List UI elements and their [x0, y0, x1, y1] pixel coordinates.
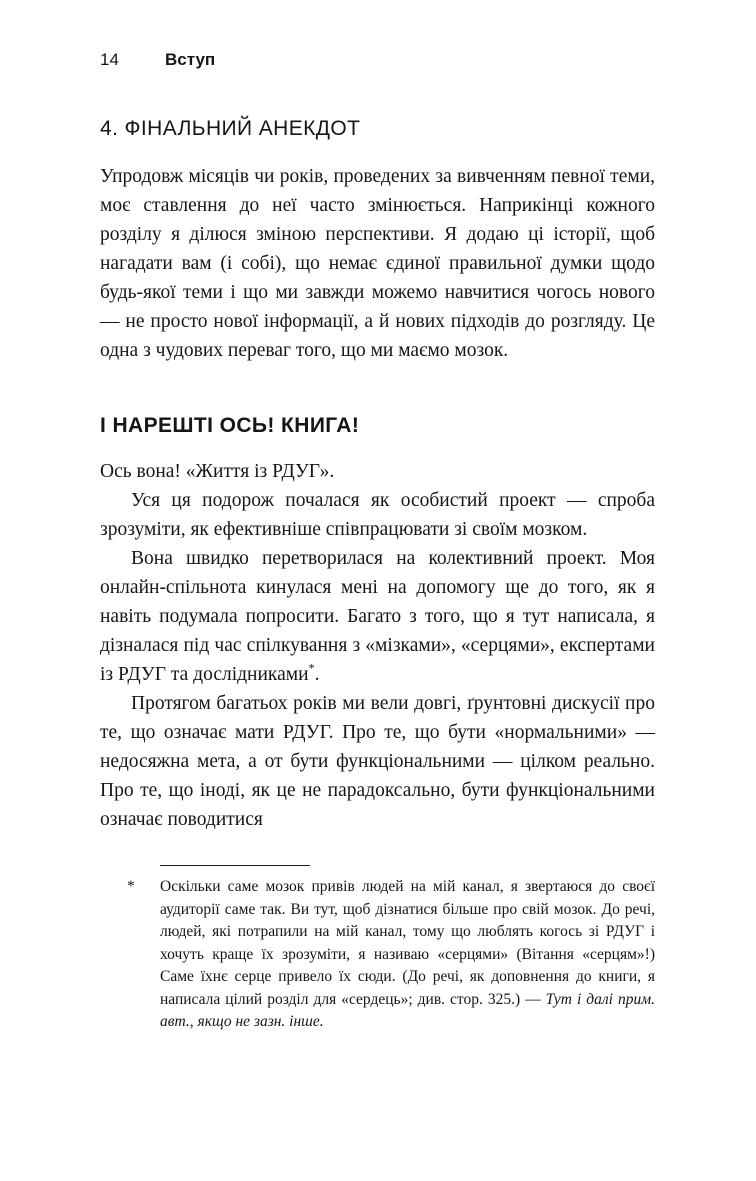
running-header — [100, 50, 655, 70]
paragraph-book-intro: Ось вона! «Життя із РДУГ». — [100, 461, 335, 482]
paragraph-collective-project-text: Вона швидко перетворилася на колективний проект. Моя онлайн-спільнота кинулася мені на допомогу ще до того, як я навіть подумала попросити. Багато з того, що я тут написала, я дізналася під час спілкування з «мізками», «серцями», експертами із РДУГ та дослідниками — [100, 548, 655, 685]
paragraph-collective-project — [100, 544, 655, 689]
footnote — [127, 876, 655, 1034]
paragraph-final-anecdote: Упродовж місяців чи років, проведених за вивченням певної теми, моє ставлення до неї часто змінюється. Наприкінці кожного розділу я ділюся зміною перспективи. Я додаю ці історії, щоб нагадати вам (і собі), що немає єдиної правильної думки щодо будь-якої теми і що ми завжди можемо навчитися чогось нового — не просто нової інформації, а й нових підходів до розгляду. Це одна з чудових переваг того, що ми маємо мозок. — [100, 166, 655, 361]
running-head-title: Вступ — [165, 50, 216, 69]
paragraph-personal-project: Уся ця подорож почалася як особистий проект — спроба зрозуміти, як ефективніше співпрацювати зі своїм мозком. — [100, 490, 655, 540]
footnote-text — [160, 876, 655, 1034]
paragraph-collective-project-tail: . — [314, 664, 320, 685]
section-heading-final-anecdote: 4. ФІНАЛЬНИЙ АНЕКДОТ — [100, 117, 361, 140]
page-number: 14 — [100, 50, 119, 69]
paragraph-discussions: Протягом багатьох років ми вели довгі, ґрунтовні дискусії про те, що означає мати РДУГ. Про те, що бути «нормальними» — недосяжна мета, а от бути функціональними — цілком реально. Про те, що іноді, як це не парадоксально, бути функціональними означає поводитися — [100, 693, 655, 830]
section-heading-book: І НАРЕШТІ ОСЬ! КНИГА! — [100, 414, 360, 437]
footnote-reference-asterisk: * — [308, 661, 315, 676]
footnote-area — [100, 865, 655, 1034]
footnote-text-main: Оскільки саме мозок привів людей на мій канал, я звертаюся до своєї аудиторії саме так. Ви тут, щоб дізнатися більше про свій мозок. До речі, людей, які потрапили на мій канал, тому що люблять когось зі РДУГ і хочуть краще їх зрозуміти, я називаю «серцями» (Вітання «серцям»!) Саме їхнє серце привело їх сюди. (До речі, як доповнення до книги, я написала цілий розділ для «сердець»; див. стор. 325.) — — [160, 878, 655, 1008]
footnote-separator-rule — [160, 865, 310, 866]
footnote-text-italic-note: Тут і далі прим. авт., якщо не зазн. інше. — [160, 990, 655, 1030]
footnote-marker: * — [127, 878, 135, 895]
page-body — [100, 117, 655, 834]
